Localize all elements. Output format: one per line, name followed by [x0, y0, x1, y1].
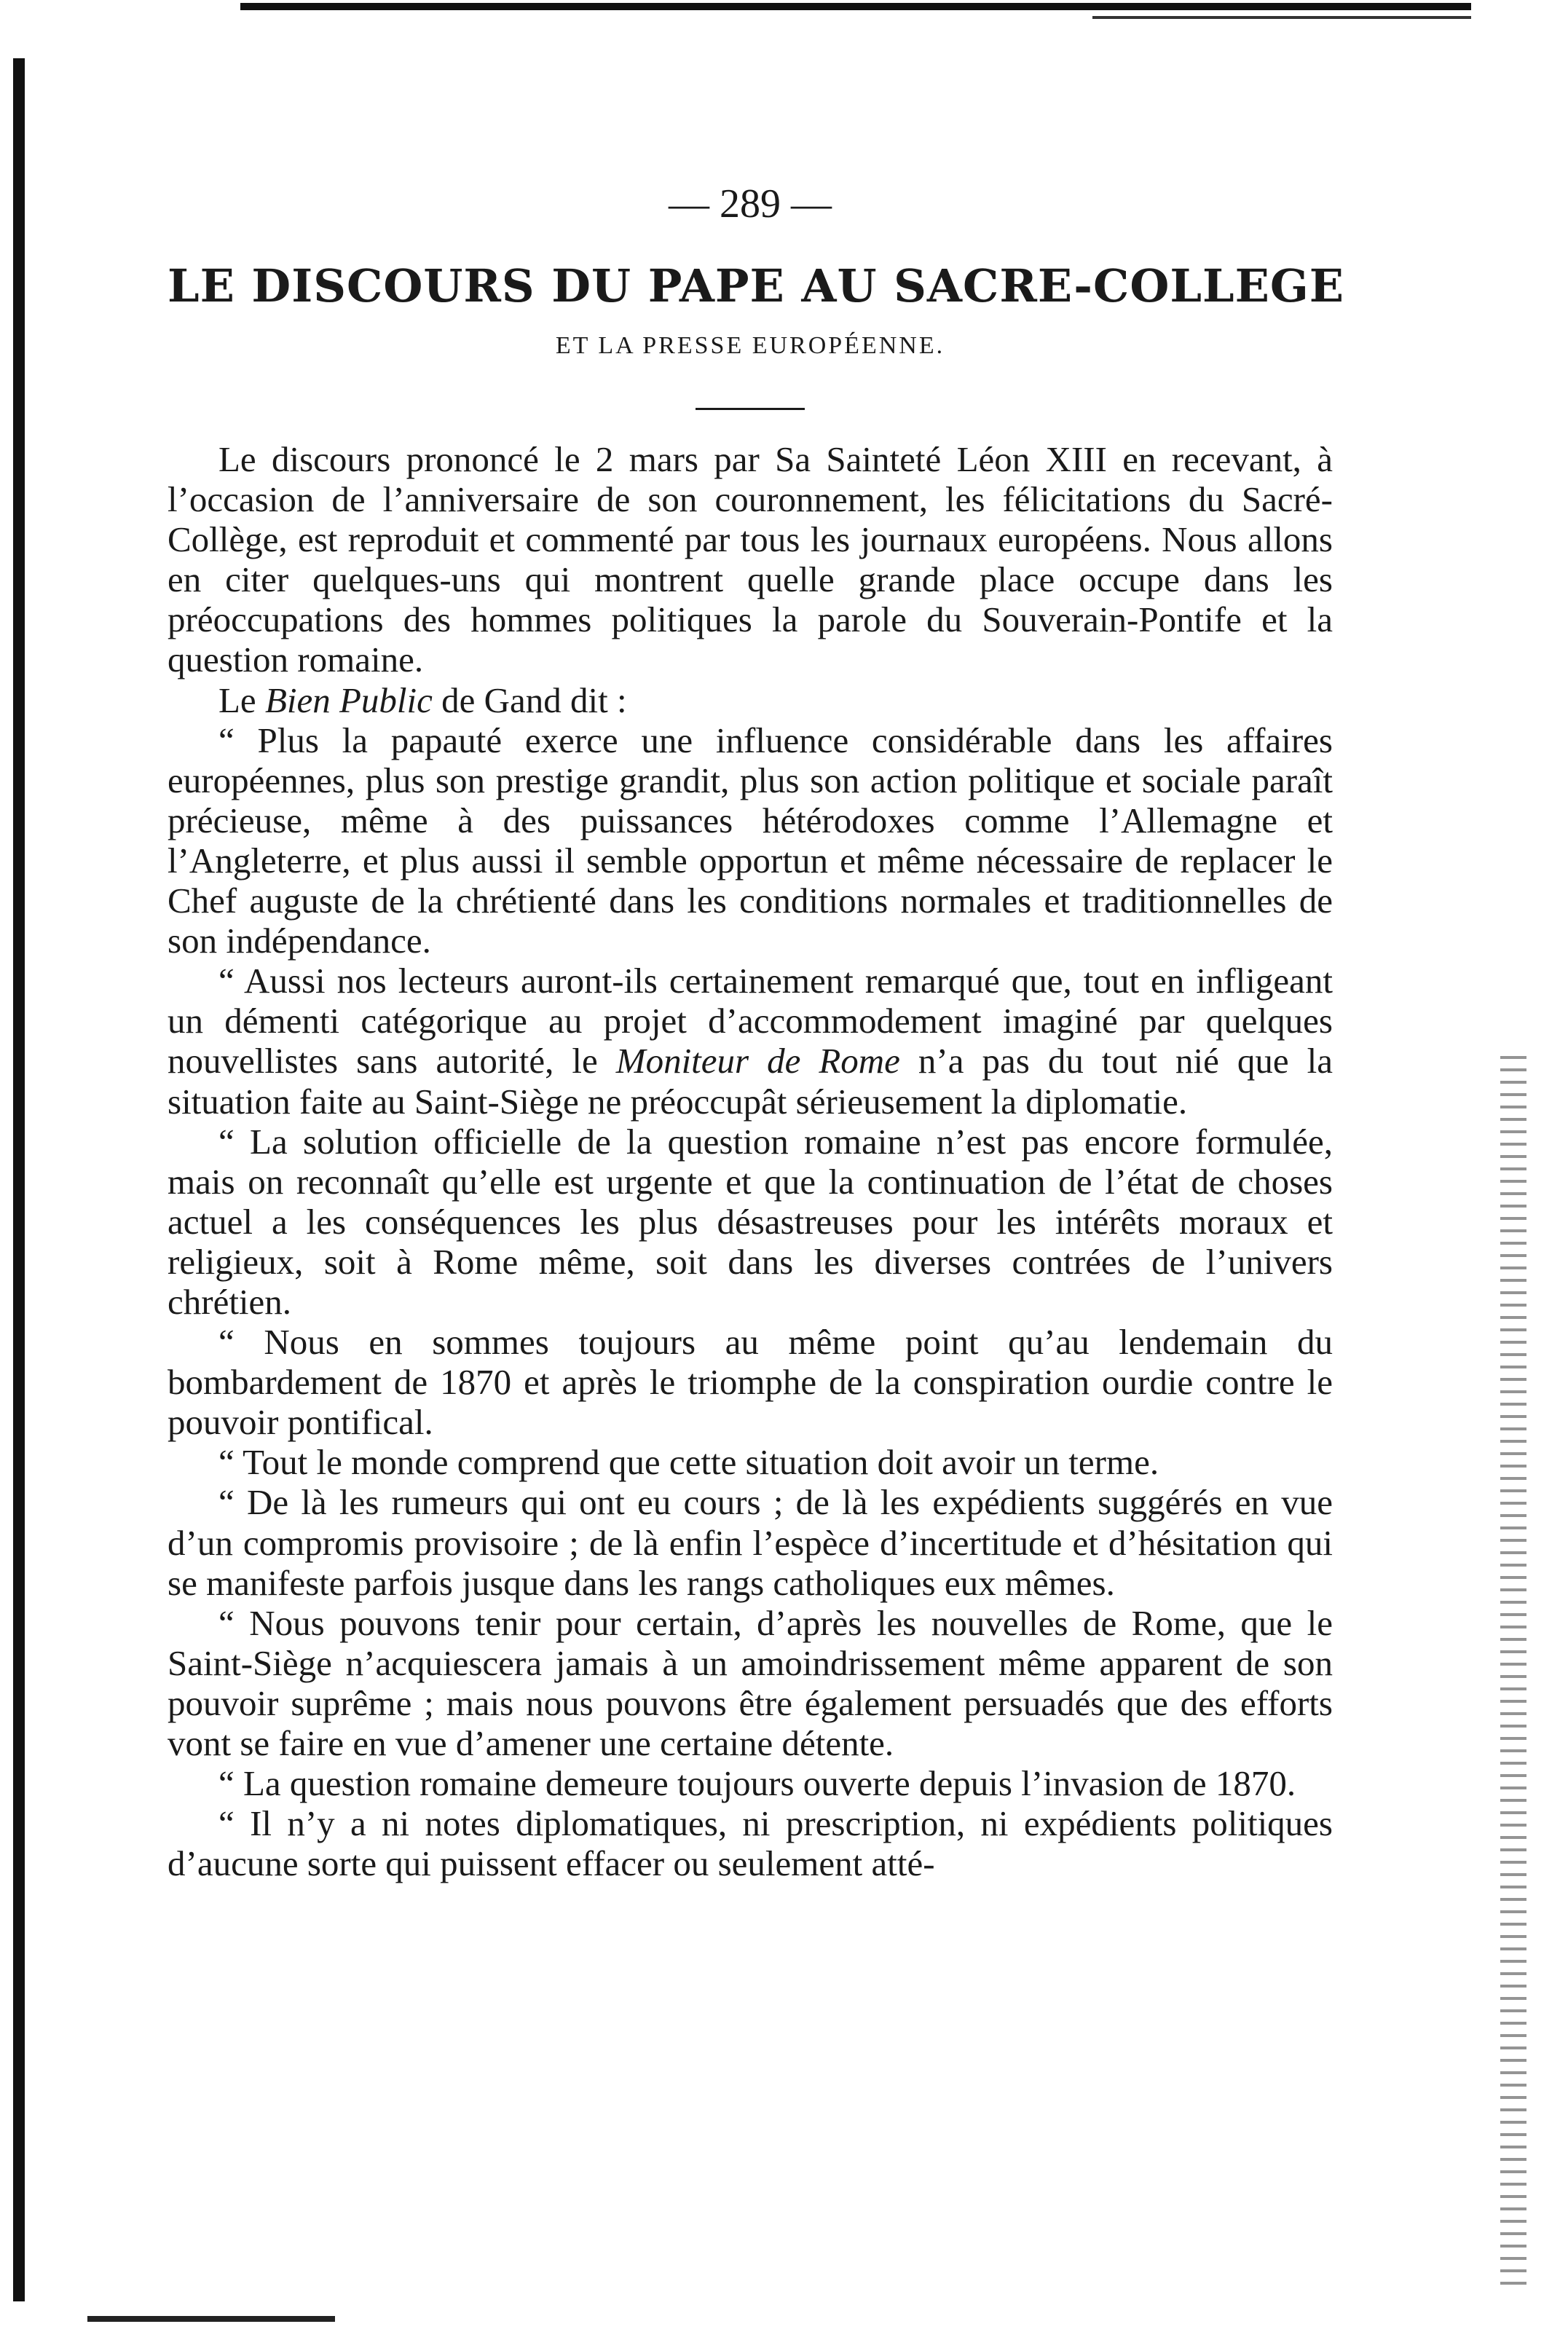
scan-border-left	[13, 58, 25, 2301]
quote-paragraph-6: “ De là les rumeurs qui ont eu cours ; de là les expédients suggérés en vue d’un compromis provisoire ; de là enfin l’espèce d’incertitude et d’hésitation qui se manifeste parfois jusque dans les rangs catholiques eux mêmes.	[168, 1482, 1333, 1603]
scan-edge-noise	[1500, 1056, 1526, 2294]
quote-paragraph-4: “ Nous en sommes toujours au même point qu’au lendemain du bombardement de 1870 et après le triomphe de la conspiration ourdie contre le pouvoir pontifical.	[168, 1322, 1333, 1443]
quote-2-start: “ Aussi nos lecteurs auront-ils certainement remarqué que, tout en infligeant un démenti catégorique au projet d’accommodement imaginé par quelques nouvellistes sans autorité, le	[168, 961, 1333, 1082]
source-suffix: de Gand dit :	[432, 679, 627, 720]
quote-paragraph-3: “ La solution officielle de la question romaine n’est pas encore formulée, mais on reconnaît qu’elle est urgente et que la continuation de l’état de choses actuel a les conséquences les plus désastreuses pour les intérêts moraux et religieux, soit à Rome même, soit dans les diverses contrées de l’univers chrétien.	[168, 1121, 1333, 1322]
quote-paragraph-1: “ Plus la papauté exerce une influence considérable dans les affaires européennes, plus son prestige grandit, plus son action politique et sociale paraît précieuse, même à des puissances hétérodoxes comme l’Allemagne et l’Angleterre, et plus aussi il semble opportun et même nécessaire de replacer le Chef auguste de la chrétienté dans les conditions normales et traditionnelles de son indépendance.	[168, 720, 1333, 961]
article-subtitle: ET LA PRESSE EUROPÉENNE.	[555, 332, 945, 359]
intro-paragraph: Le discours prononcé le 2 mars par Sa Sainteté Léon XIII en recevant, à l’occasion de l’anniversaire de son couronnement, les félicitations du Sacré-Collège, est reproduit et commenté par tous les journaux européens. Nous allons en citer quelques-uns qui montrent quelle grande place occupe dans les préoccupations des hommes politiques la parole du Souverain-Pontife et la question romaine.	[168, 439, 1333, 680]
quote-paragraph-2	[168, 961, 1333, 1121]
source-prefix: Le	[218, 679, 265, 720]
quote-paragraph-8: “ La question romaine demeure toujours ouverte depuis l’invasion de 1870.	[218, 1763, 1296, 1804]
newspaper-name-moniteur: Moniteur de Rome	[615, 1041, 900, 1082]
page-number: — 289 —	[669, 181, 832, 226]
article-title: LE DISCOURS DU PAPE AU SACRE-COLLEGE	[168, 259, 1345, 312]
document-page	[168, 175, 1345, 1884]
newspaper-name: Bien Public	[264, 679, 433, 720]
scan-border-top-secondary	[1092, 16, 1471, 19]
quote-2-end: n’a pas du tout nié que la situation faite au Saint-Siège ne préoccupât sérieusement la diplomatie.	[168, 1041, 1333, 1122]
title-divider	[696, 408, 805, 410]
scan-border-bottom	[87, 2316, 335, 2322]
source-line	[168, 680, 1333, 720]
quote-paragraph-9: “ Il n’y a ni notes diplomatiques, ni prescription, ni expédients politiques d’aucune sorte qui puissent effacer ou seulement atté-	[168, 1803, 1333, 1884]
scan-border-top	[240, 3, 1471, 10]
article-body	[168, 439, 1333, 1883]
quote-paragraph-7: “ Nous pouvons tenir pour certain, d’après les nouvelles de Rome, que le Saint-Siège n’acquiescera jamais à un amoindrissement même apparent de son pouvoir suprême ; mais nous pouvons être également persuadés que des efforts vont se faire en vue d’amener une certaine détente.	[168, 1602, 1333, 1763]
quote-paragraph-5: “ Tout le monde comprend que cette situation doit avoir un terme.	[218, 1442, 1159, 1483]
